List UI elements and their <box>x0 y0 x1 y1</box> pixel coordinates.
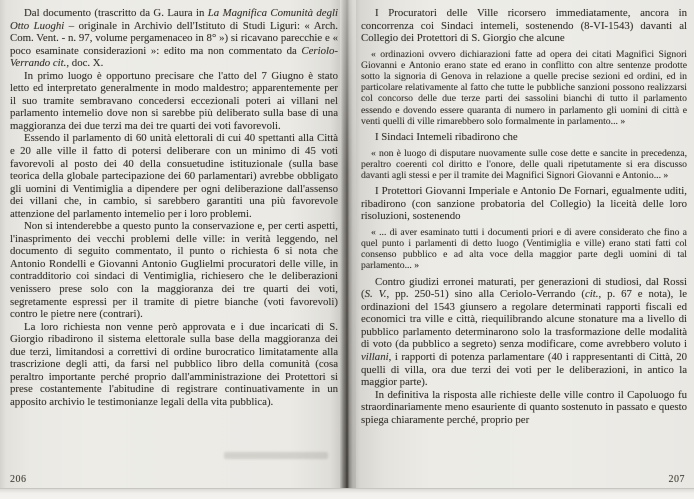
block-quote <box>361 148 687 182</box>
text-run: Dal documento (trascritto da G. Laura in <box>24 7 208 19</box>
page-number-right: 207 <box>668 474 685 485</box>
text-run: Contro giudizi erronei maturati, per generazioni di studiosi, dal Rossi ( <box>361 275 687 301</box>
italic-text-run: La Magnifica Comunità degli Otto Luoghi <box>10 7 338 32</box>
paragraph <box>361 7 687 45</box>
paragraph <box>10 220 338 320</box>
text-run: , pp. 250-51) sino alla Ceriolo-Verrando ( <box>386 288 585 301</box>
text-run: In definitiva la risposta alle richieste delle ville contro il Capoluogo fu straordinariamente meno esauriente di quanto sostenuto in passato e questo spiega chiaramente perché, proprio per <box>361 388 687 426</box>
left-page-text-column <box>10 7 338 469</box>
paragraph <box>10 7 338 70</box>
text-run: « ordinazioni ovvero dichiarazioni fatte ad opera dei citati Magnifici Signori Giovanni e Antonio erano state ed erano in conflitto con altre sentenze prodotte sotto la signoria di Genova in relazione a quelle precise sezioni ed ordini, ed in particolare relativamente al fatto che tutte le pubbliche sanzioni possono realizzarsi col concorso delle due terze parti dei sassolini bianchi di tutto il parlamento essendo e dovendo essere quaranta di numero in parlamento gli uomini di città e venti quelli di ville rimarebbero solo formalmente in parlamento... » <box>361 48 687 127</box>
paragraph <box>361 389 687 427</box>
paragraph <box>361 276 687 389</box>
block-quote <box>361 227 687 272</box>
text-run: In primo luogo è opportuno precisare che l'atto del 7 Giugno è stato letto ed interpretato generalmente in modo maldestro; apparentemente per il suo tramite sembravano concedersi eccezionali poteri ai villani nel parlamento intemelio dove non si sarebbe più deliberato sulla base di una maggioranza dei due terzi ma dei tre quarti dei voti favorevoli. <box>10 69 338 132</box>
italic-text-run: Ceriolo-Verrando cit. <box>10 44 338 70</box>
paragraph <box>10 70 338 133</box>
text-run: I Protettori Giovanni Imperiale e Antonio De Fornari, egualmente uditi, ribadirono (con sanzione probatoria del Collegio) la liceità delle loro risoluzioni, sostenendo <box>361 185 687 223</box>
text-run: Essendo il parlamento di 60 unità elettorali di cui 40 spettanti alla Città e 20 alle ville il fatto di potersi deliberare con un minimo di 45 voti favorevoli al posto dei 40 della consuetudine istituzionale (sulla base teorica della globale partecipazione dei 60 parlamentari) avrebbe obbligato gli uomini di Ventimiglia a dipendere per ogni deliberazione dall'assenso dei villani che, in cambio, si sarebbero garantiti una più favorevole attenzione del parlamento intemelio per i loro problemi. <box>10 132 338 220</box>
paragraph <box>361 185 687 223</box>
scan-edge-bottom <box>0 488 694 499</box>
text-run: , i rapporti di potenza parlamentare (40 i rappresentanti di Città, 20 quelli di villa, ora due terzi dei voti per le deliberazioni, in antico la maggior parte). <box>361 350 687 389</box>
italic-text-run: cit. <box>584 288 599 301</box>
text-run: La loro richiesta non venne però approvata e i due incaricati di S. Giorgio ribadirono il sistema elettorale sulla base della maggioranza dei due terzi, limitandosi a correttivi di ordine burocratico limitatamente alla trascrizione degli atti, da farsi nel pubblico libro della comunità (cosa peraltro importante perché proprio dall'amministrazione dei Protettori si prese costantemente l'abitudine di registrare continuativamente in un apposito archivio le testimonianze legali della vita pubblica). <box>10 320 338 408</box>
text-run: – originale in Archivio dell'Istituto di Studi Liguri: « Arch. Com. Vent. - n. 97, volume pergamenaceo in 8° ») si ricavano parecchie e « poco esaminate considerazioni »: edito ma non commentato da <box>10 19 338 57</box>
right-page-text-column <box>361 7 687 469</box>
text-run: « non è luogo di disputare nuovamente sulle cose dette e sancite in precedenza, peraltro coerenti col diritto e l'onore, delle quali ripetutamente si era discusso davanti agli stessi e per il tramite dei Magnifici Signori Giovanni e Antonio... » <box>361 147 687 182</box>
text-run: , p. 67 e nota), le ordinazioni del 1543 giunsero a regolare determinati rapporti fiscali ed economici tra ville e città, riequilibrando alcune stonature ma a livello di pubblico parlamento determinarono solo la trasformazione delle modalità di voto (da pubblico a segreto) senza modificare, come avrebbero voluto i <box>361 288 687 351</box>
block-quote <box>361 49 687 127</box>
text-run: Non si intenderebbe a questo punto la conservazione e, per certi aspetti, l'inasprimento dei vecchi problemi delle ville: in verità leggendo, nel documento di seguito commentato, il punto o richiesta 6 si nota che Antonio Rondelli e Giovanni Antonio Guglielmi procuratori delle ville, in contradditorio coi sindaci di Ventimiglia, richiesero che le deliberazioni venissero prese solo con la maggioranza dei tre quarti dei voti, segretamente espressi per il tramite di pietre bianche (voti favorevoli) contro le pietre nere (contrari). <box>10 220 338 321</box>
text-run: I Sindaci Intemeli ribadirono che <box>375 131 518 144</box>
paragraph <box>10 132 338 220</box>
italic-text-run: villani <box>361 350 389 363</box>
italic-text-run: S. V. <box>364 288 387 301</box>
paragraph <box>10 321 338 409</box>
paragraph <box>361 131 687 144</box>
page-number-left: 206 <box>10 474 27 485</box>
text-run: , doc. X. <box>66 57 104 70</box>
text-run: « ... di aver esaminato tutti i documenti priori e di avere considerato che fino a quel punto i parlamenti di detto luogo (Ventimiglia e ville) erano stati fatti col consenso pubblico e ad alta voce della maggior parte degli uomini di tal parlamento... » <box>361 226 687 272</box>
book-gutter-shadow <box>340 0 356 490</box>
text-run: I Procuratori delle Ville ricorsero immediatamente, ancora in concorrenza coi Sindaci intemeli, sostenendo (8-VI-1543) davanti al Collegio dei Protettori di S. Giorgio che alcune <box>361 7 687 45</box>
ink-bleed-ghost <box>224 452 328 459</box>
